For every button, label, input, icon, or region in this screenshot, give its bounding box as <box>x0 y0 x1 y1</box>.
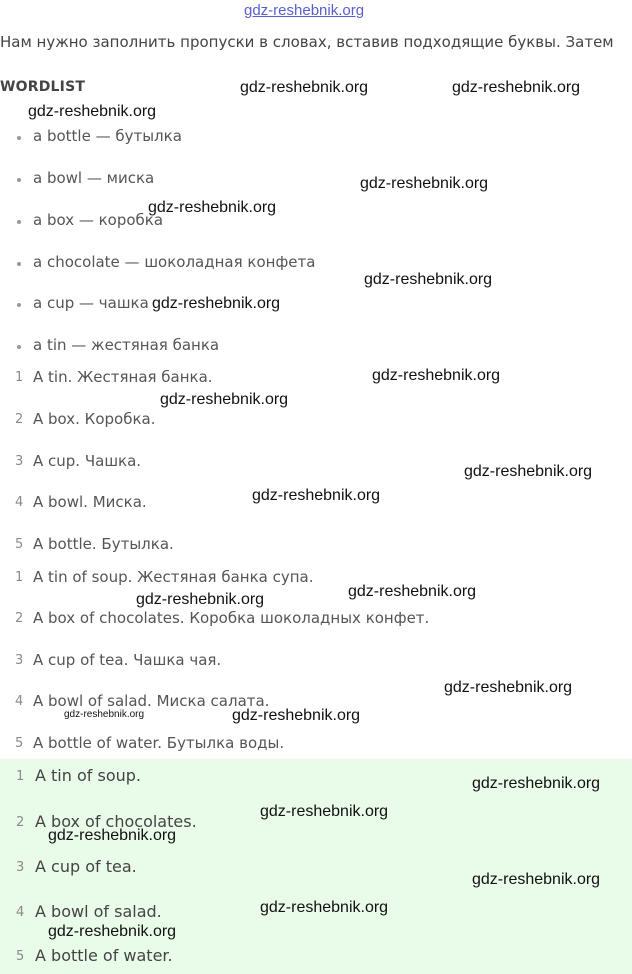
answer-number: 5 <box>16 949 25 964</box>
watermark: gdz-reshebnik.org <box>48 923 177 940</box>
answer-item: A box of chocolates. <box>35 812 197 831</box>
watermark: gdz-reshebnik.org <box>240 79 369 96</box>
watermark: gdz-reshebnik.org <box>148 199 277 216</box>
list-item: A cup of tea. Чашка чая. <box>33 651 222 669</box>
answer-item: A bowl of salad. <box>35 902 162 921</box>
watermark: gdz-reshebnik.org <box>348 583 477 600</box>
watermark: gdz-reshebnik.org <box>360 175 489 192</box>
wordlist-title: WORDLIST <box>0 79 86 95</box>
watermark: gdz-reshebnik.org <box>28 103 157 120</box>
list-number: 3 <box>15 454 24 469</box>
intro-text: Нам нужно заполнить пропуски в словах, вставив подходящие буквы. Затем <box>0 33 614 51</box>
watermark: gdz-reshebnik.org <box>464 463 593 480</box>
wordlist-item: a bottle — бутылка <box>33 127 182 145</box>
list-item: A bottle. Бутылка. <box>33 535 174 553</box>
list-number: 1 <box>15 570 24 585</box>
bullet-icon <box>17 345 21 349</box>
list-item: A box of chocolates. Коробка шоколадных конфет. <box>33 609 430 627</box>
answer-item: A cup of tea. <box>35 857 137 876</box>
watermark: gdz-reshebnik.org <box>260 803 389 820</box>
watermark: gdz-reshebnik.org <box>372 367 501 384</box>
list-item: A bottle of water. Бутылка воды. <box>33 734 285 752</box>
answer-number: 4 <box>16 905 25 920</box>
watermark: gdz-reshebnik.org <box>252 487 381 504</box>
watermark: gdz-reshebnik.org <box>136 591 265 608</box>
list-number: 1 <box>15 370 24 385</box>
watermark: gdz-reshebnik.org <box>232 707 361 724</box>
watermark: gdz-reshebnik.org <box>444 679 573 696</box>
watermark: gdz-reshebnik.org <box>160 391 289 408</box>
list-number: 4 <box>15 495 24 510</box>
watermark: gdz-reshebnik.org <box>472 775 601 792</box>
wordlist-item: a bowl — миска <box>33 169 155 187</box>
wordlist-item: a cup — чашка <box>33 294 149 312</box>
list-number: 2 <box>15 412 24 427</box>
list-number: 4 <box>15 694 24 709</box>
bullet-icon <box>17 136 21 140</box>
intro-cut-line <box>160 58 360 64</box>
answer-item: A bottle of water. <box>35 946 173 965</box>
watermark: gdz-reshebnik.org <box>364 271 493 288</box>
bullet-icon <box>17 178 21 182</box>
bullet-icon <box>17 303 21 307</box>
answer-item: A tin of soup. <box>35 766 141 785</box>
list-number: 2 <box>15 611 24 626</box>
list-number: 5 <box>15 537 24 552</box>
list-item: A tin of soup. Жестяная банка супа. <box>33 568 314 586</box>
list-item: A bowl of salad. Миска салата. <box>33 692 270 710</box>
answer-number: 2 <box>16 815 25 830</box>
answer-number: 1 <box>16 769 25 784</box>
bullet-icon <box>17 262 21 266</box>
wordlist-item: a box — коробка <box>33 211 164 229</box>
list-number: 3 <box>15 653 24 668</box>
watermark: gdz-reshebnik.org <box>48 827 177 844</box>
answer-number: 3 <box>16 860 25 875</box>
watermark: gdz-reshebnik.org <box>152 295 281 312</box>
top-watermark-link[interactable]: gdz-reshebnik.org <box>244 2 365 19</box>
list-item: A bowl. Миска. <box>33 493 147 511</box>
watermark: gdz-reshebnik.org <box>260 899 389 916</box>
watermark: gdz-reshebnik.org <box>472 871 601 888</box>
bullet-icon <box>17 220 21 224</box>
list-item: A tin. Жестяная банка. <box>33 368 213 386</box>
list-item: A cup. Чашка. <box>33 452 142 470</box>
list-item: A box. Коробка. <box>33 410 156 428</box>
wordlist-item: a chocolate — шоколадная конфета <box>33 253 316 271</box>
watermark: gdz-reshebnik.org <box>452 79 581 96</box>
watermark-small: gdz-reshebnik.org <box>64 709 145 720</box>
wordlist-item: a tin — жестяная банка <box>33 336 220 354</box>
list-number: 5 <box>15 736 24 751</box>
